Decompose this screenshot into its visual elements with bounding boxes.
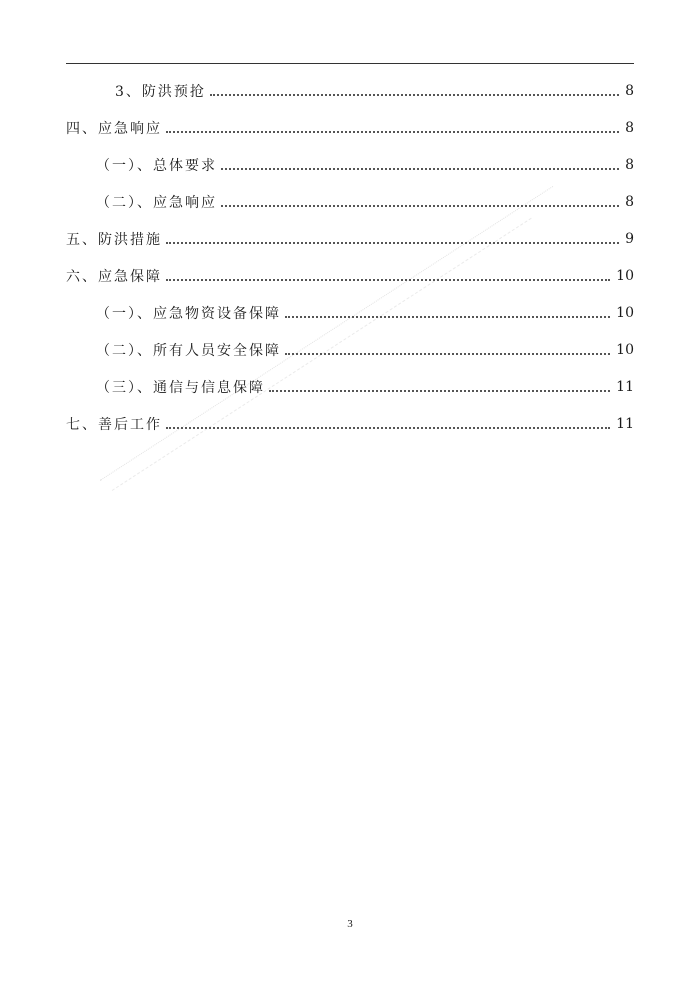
- toc-entry[interactable]: [66, 146, 634, 183]
- toc-entry-page: 11: [616, 415, 634, 432]
- toc-entry-page: 10: [616, 304, 634, 321]
- page-number: 3: [347, 918, 353, 930]
- header-rule: [66, 63, 634, 64]
- toc-entry[interactable]: [66, 368, 634, 405]
- toc-entry-label: 五、防洪措施: [66, 231, 162, 248]
- toc-entry-page: 8: [625, 156, 634, 173]
- toc-entry-label: （一）、应急物资设备保障: [96, 305, 281, 322]
- dot-leader: [166, 265, 610, 281]
- dot-leader: [269, 376, 610, 392]
- toc-entry-label: （二）、应急响应: [96, 194, 217, 211]
- toc-entry[interactable]: [66, 405, 634, 442]
- toc-entry[interactable]: [66, 183, 634, 220]
- toc-entry[interactable]: [66, 294, 634, 331]
- toc-entry-label: 四、应急响应: [66, 120, 162, 137]
- toc-entry-label: 六、应急保障: [66, 268, 162, 285]
- toc-entry-page: 9: [625, 230, 634, 247]
- dot-leader: [285, 339, 610, 355]
- toc-entry[interactable]: [66, 331, 634, 368]
- dot-leader: [166, 413, 610, 429]
- dot-leader: [166, 117, 619, 133]
- toc-entry[interactable]: [66, 257, 634, 294]
- dot-leader: [221, 154, 619, 170]
- dot-leader: [166, 228, 619, 244]
- toc-entry-label: 七、善后工作: [66, 416, 162, 433]
- table-of-contents: [66, 72, 634, 442]
- toc-entry-label: （一）、总体要求: [96, 157, 217, 174]
- toc-entry[interactable]: [66, 72, 634, 109]
- dot-leader: [285, 302, 610, 318]
- toc-entry-page: 11: [616, 378, 634, 395]
- toc-entry-page: 8: [625, 119, 634, 136]
- toc-entry-page: 8: [625, 82, 634, 99]
- toc-entry-page: 10: [616, 267, 634, 284]
- dot-leader: [210, 80, 619, 96]
- toc-entry-page: 10: [616, 341, 634, 358]
- dot-leader: [221, 191, 619, 207]
- toc-entry-label: （二）、所有人员安全保障: [96, 342, 281, 359]
- toc-entry-label: （三）、通信与信息保障: [96, 379, 265, 396]
- toc-entry-page: 8: [625, 193, 634, 210]
- toc-entry-label: 3、防洪预抢: [115, 83, 206, 100]
- toc-entry[interactable]: [66, 109, 634, 146]
- toc-entry[interactable]: [66, 220, 634, 257]
